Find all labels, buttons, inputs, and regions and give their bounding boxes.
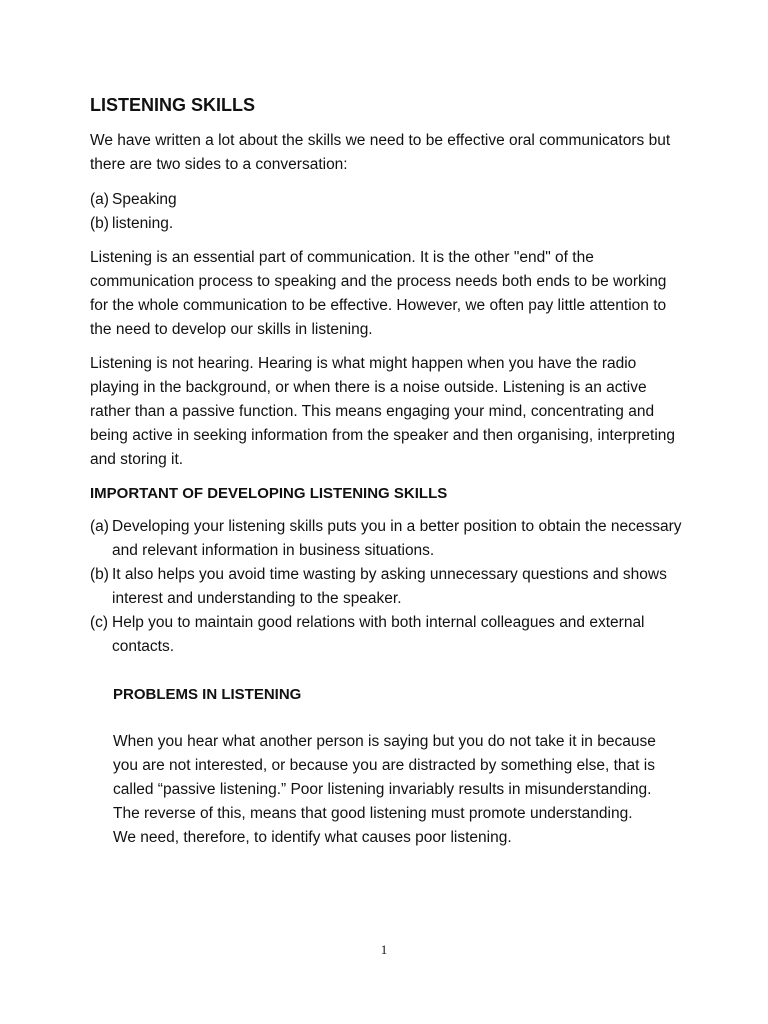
list-item <box>90 563 690 611</box>
list-item <box>90 515 690 563</box>
list-marker: (b) <box>90 566 109 583</box>
page-number: 1 <box>380 942 388 957</box>
sides-list <box>90 188 690 236</box>
list-marker: (b) <box>90 215 109 232</box>
list-marker: (a) <box>90 191 109 208</box>
list-item <box>90 188 690 212</box>
importance-list <box>90 515 690 659</box>
paragraph-passive-listening: When you hear what another person is saying but you do not take it in because you are not interested, or because you are distracted by something else, that is called “passive listening.” Poor listening invariably results in misunderstanding. The reverse of this, means that good listening must promote understanding. We need, therefore, to identify what causes poor listening. <box>113 733 656 846</box>
list-item-text: Help you to maintain good relations with both internal colleagues and external contacts. <box>112 614 645 655</box>
list-item-text: Speaking <box>112 191 177 208</box>
list-item <box>90 611 690 659</box>
document-title: LISTENING SKILLS <box>90 95 256 115</box>
list-item-text: It also helps you avoid time wasting by asking unnecessary questions and shows interest and understanding to the speaker. <box>112 566 667 607</box>
section-heading-importance: IMPORTANT OF DEVELOPING LISTENING SKILLS <box>90 485 448 502</box>
list-item-text: listening. <box>112 215 174 232</box>
list-marker: (c) <box>90 614 109 631</box>
paragraph-listening-not-hearing: Listening is not hearing. Hearing is what might happen when you have the radio playing in the background, or when there is a noise outside. Listening is an active rather than a passive function. This means engaging your mind, concentrating and being active in seeking information from the speaker and then organising, interpreting and storing it. <box>90 355 676 468</box>
intro-paragraph: We have written a lot about the skills we need to be effective oral communicators but there are two sides to a conversation: <box>90 132 671 173</box>
list-item <box>90 212 690 236</box>
list-marker: (a) <box>90 518 109 535</box>
section-heading-problems: PROBLEMS IN LISTENING <box>113 686 302 703</box>
paragraph-listening-essential: Listening is an essential part of communication. It is the other "end" of the communication process to speaking and the process needs both ends to be working for the whole communication to be effective. However, we often pay little attention to the need to develop our skills in listening. <box>90 249 667 338</box>
list-item-text: Developing your listening skills puts you in a better position to obtain the necessary and relevant information in business situations. <box>112 518 682 559</box>
